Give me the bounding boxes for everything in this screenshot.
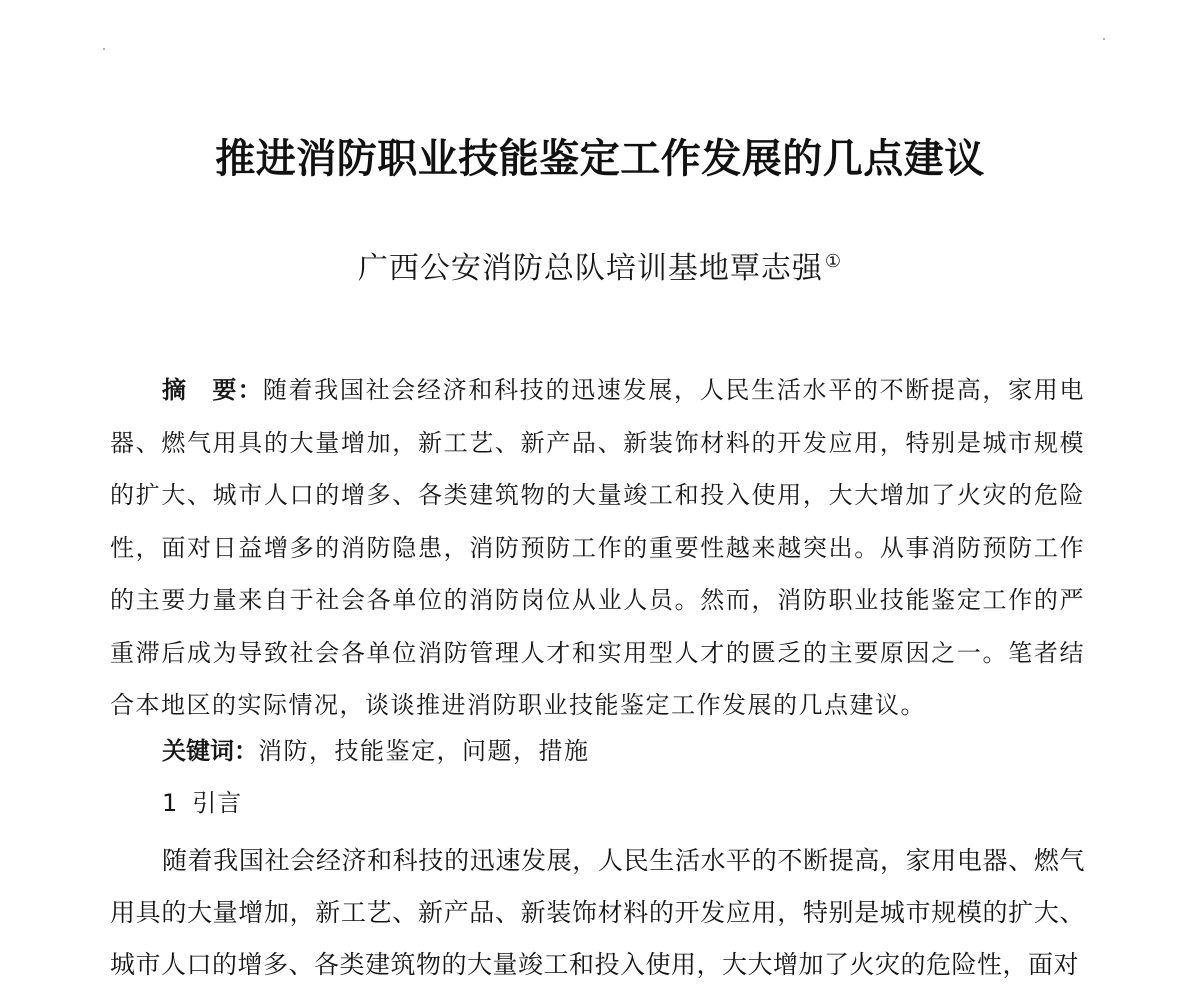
- scan-speck: [103, 48, 105, 50]
- section-title: 引言: [192, 789, 243, 817]
- keywords-text: 消防，技能鉴定，问题，措施: [258, 737, 590, 765]
- section-number: 1: [162, 789, 179, 817]
- abstract-label: 摘 要：: [162, 376, 263, 404]
- scan-speck: [1103, 38, 1105, 40]
- author-name: 广西公安消防总队培训基地覃志强: [357, 251, 823, 286]
- keywords-label: 关键词：: [162, 737, 258, 765]
- article-title: 推进消防职业技能鉴定工作发展的几点建议: [215, 136, 985, 182]
- footnote-marker[interactable]: ①: [824, 251, 843, 272]
- author-affiliation: [0, 248, 1200, 290]
- abstract: [110, 364, 1085, 732]
- body-paragraph: 随着我国社会经济和科技的迅速发展，人民生活水平的不断提高，家用电器、燃气用具的大量增加，新工艺、新产品、新装饰材料的开发应用，特别是城市规模的扩大、城市人口的增多、各类建筑物的大量竣工和投入使用，大大增加了火灾的危险性，面对: [110, 846, 1085, 979]
- section-heading: [162, 782, 242, 824]
- keywords: [162, 730, 590, 772]
- abstract-text: 随着我国社会经济和科技的迅速发展，人民生活水平的不断提高，家用电器、燃气用具的大量增加，新工艺、新产品、新装饰材料的开发应用，特别是城市规模的扩大、城市人口的增多、各类建筑物的大量竣工和投入使用，大大增加了火灾的危险性，面对日益增多的消防隐患，消防预防工作的重要性越来越突出。从事消防预防工作的主要力量来自于社会各单位的消防岗位从业人员。然而，消防职业技能鉴定工作的严重滞后成为导致社会各单位消防管理人才和实用型人才的匮乏的主要原因之一。笔者结合本地区的实际情况，谈谈推进消防职业技能鉴定工作发展的几点建议。: [110, 376, 1086, 719]
